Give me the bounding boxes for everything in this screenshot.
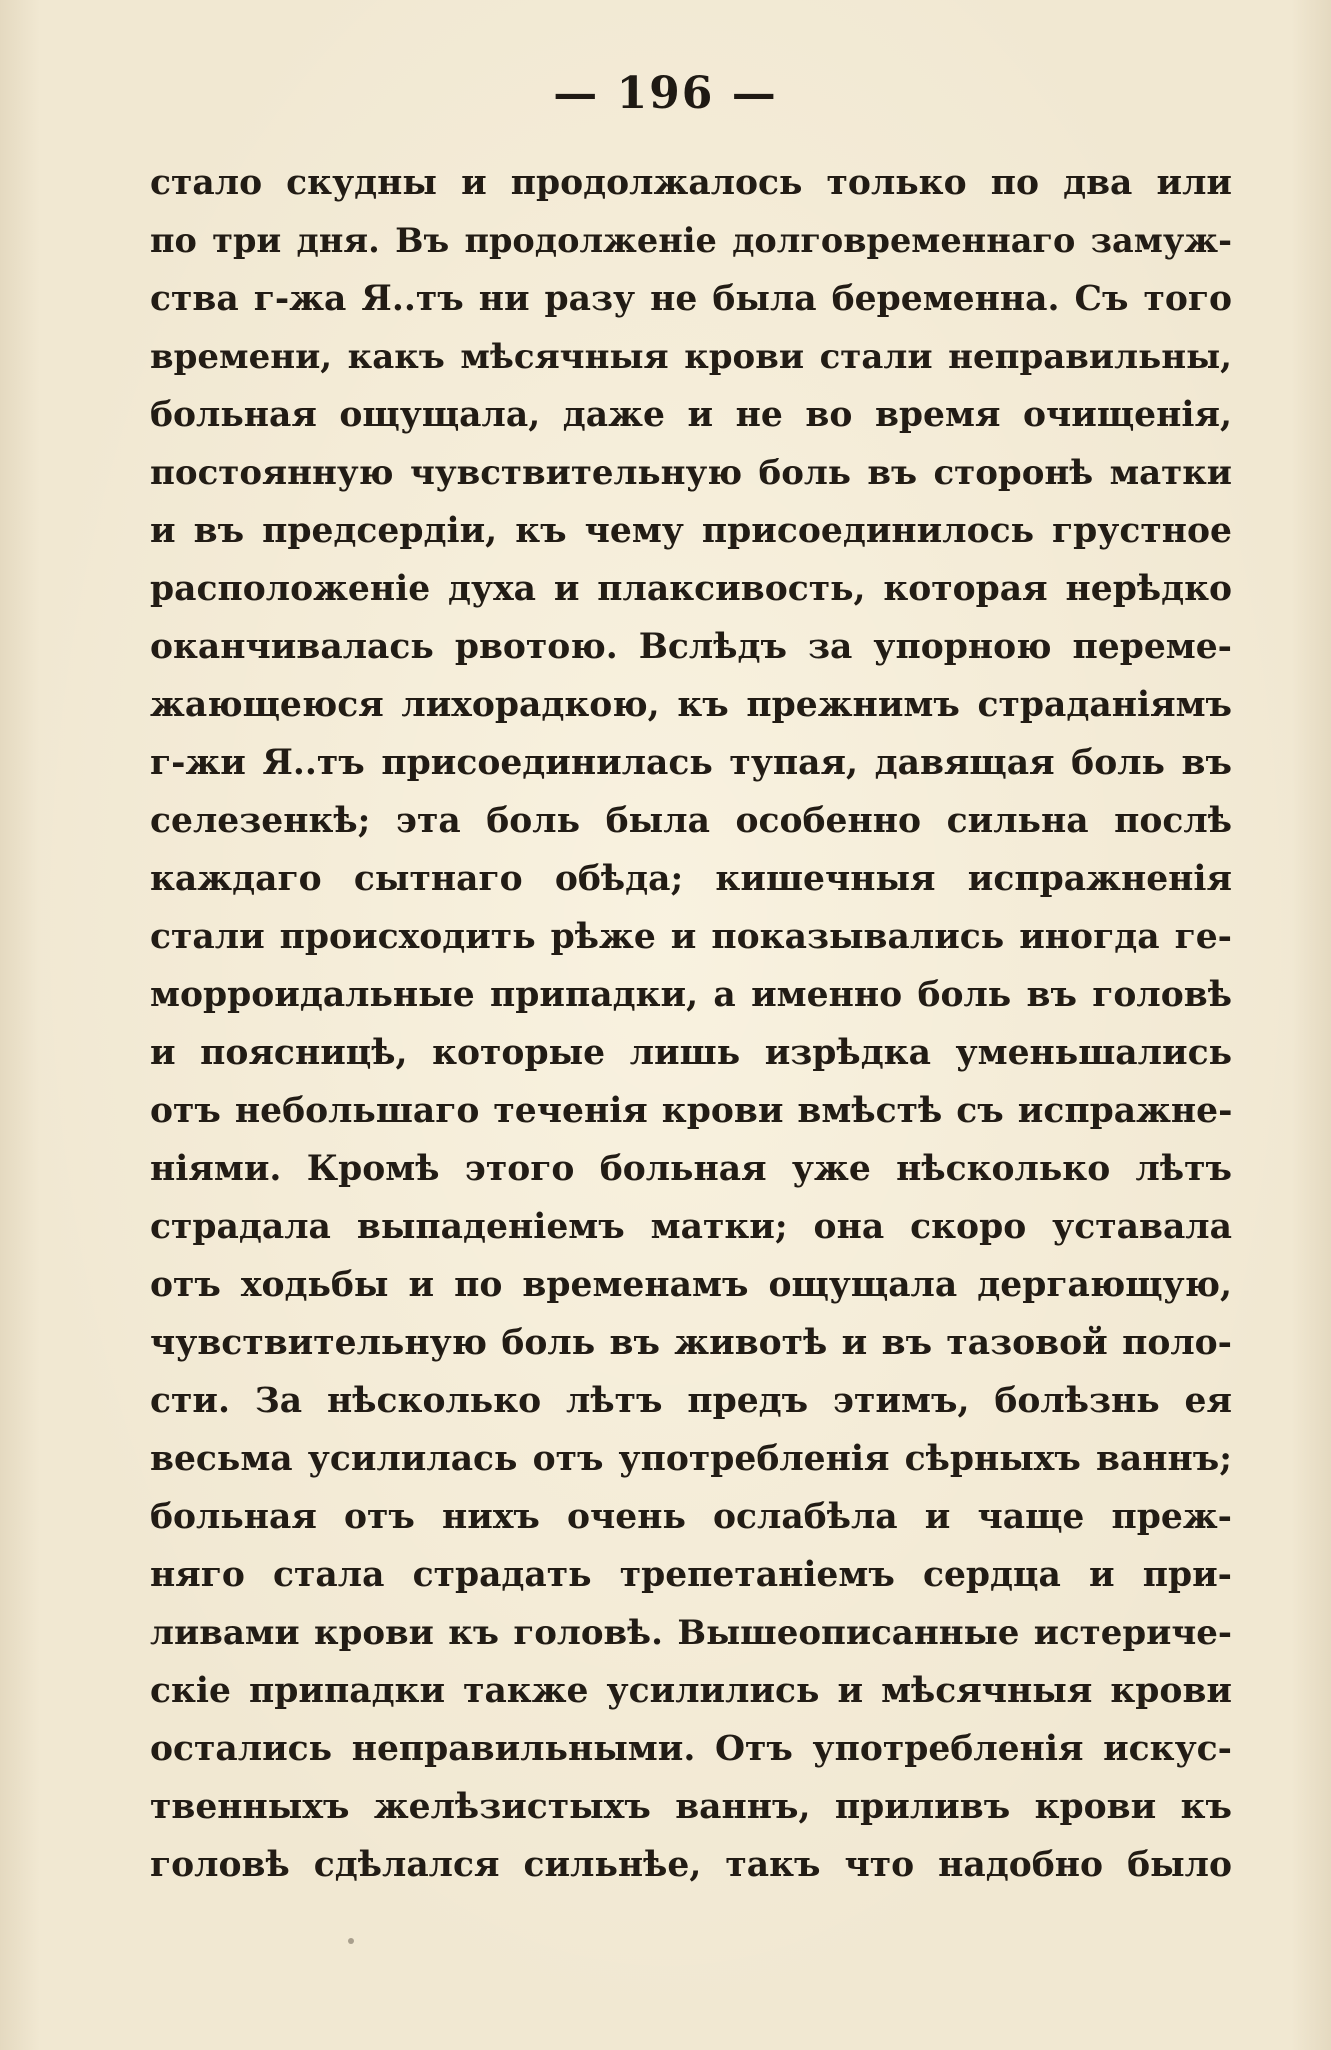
text-line: по три дня. Въ продолженіе долговременнаго замуж- [150, 221, 1232, 260]
text-line: каждаго сытнаго обѣда; кишечныя испражненія [150, 859, 1232, 899]
text-line: страдала выпаденіемъ матки; она скоро уставала [150, 1207, 1232, 1247]
text-line: чувствительную боль въ животѣ и въ тазовой поло- [150, 1323, 1232, 1363]
body-text [150, 154, 1232, 1894]
text-line: головѣ сдѣлался сильнѣе, такъ что надобно было [150, 1845, 1232, 1885]
text-line: времени, какъ мѣсячныя крови стали неправильны, [150, 337, 1232, 377]
text-line: селезенкѣ; эта боль была особенно сильна послѣ [150, 801, 1232, 841]
text-line: ства г-жа Я..тъ ни разу не была беременна. Съ того [150, 279, 1232, 319]
text-line: постоянную чувствительную боль въ сторонѣ матки [150, 453, 1232, 493]
text-line: расположеніе духа и плаксивость, которая нерѣдко [150, 569, 1232, 609]
text-line: твенныхъ желѣзистыхъ ваннъ, приливъ крови къ [150, 1787, 1232, 1827]
text-line: жающеюся лихорадкою, къ прежнимъ страданіямъ [150, 685, 1232, 725]
text-line: отъ ходьбы и по временамъ ощущала дергающую, [150, 1265, 1232, 1305]
text-line: скіе припадки также усилились и мѣсячныя крови [150, 1671, 1232, 1711]
text-line: остались неправильными. Отъ употребленія искус- [150, 1729, 1232, 1769]
text-line: стали происходить рѣже и показывались иногда ге- [150, 917, 1232, 957]
text-line: морроидальные припадки, а именно боль въ головѣ [150, 975, 1232, 1015]
text-line: ливами крови къ головѣ. Вышеописанные истериче- [150, 1613, 1232, 1653]
text-line: г-жи Я..тъ присоединилась тупая, давящая боль въ [150, 743, 1232, 783]
text-line: больная отъ нихъ очень ослабѣла и чаще преж- [150, 1497, 1232, 1537]
text-line: няго стала страдать трепетаніемъ сердца и при- [150, 1555, 1232, 1595]
text-line: весьма усилилась отъ употребленія сѣрныхъ ваннъ; [150, 1439, 1232, 1479]
page-number: — 196 — [553, 68, 778, 119]
text-line: оканчивалась рвотою. Вслѣдъ за упорною переме- [150, 627, 1232, 667]
text-line: ніями. Кромѣ этого больная уже нѣсколько лѣтъ [150, 1149, 1232, 1189]
text-line: и въ предсердіи, къ чему присоединилось грустное [150, 511, 1232, 551]
text-line: стало скудны и продолжалось только по два или [150, 163, 1232, 203]
text-line: сти. За нѣсколько лѣтъ предъ этимъ, болѣзнь ея [150, 1381, 1232, 1421]
text-line: и поясницѣ, которые лишь изрѣдка уменьшались [150, 1033, 1232, 1073]
text-line: больная ощущала, даже и не во время очищенія, [150, 395, 1232, 435]
ink-speck [348, 1938, 354, 1944]
text-line: отъ небольшаго теченія крови вмѣстѣ съ испражне- [150, 1091, 1232, 1131]
